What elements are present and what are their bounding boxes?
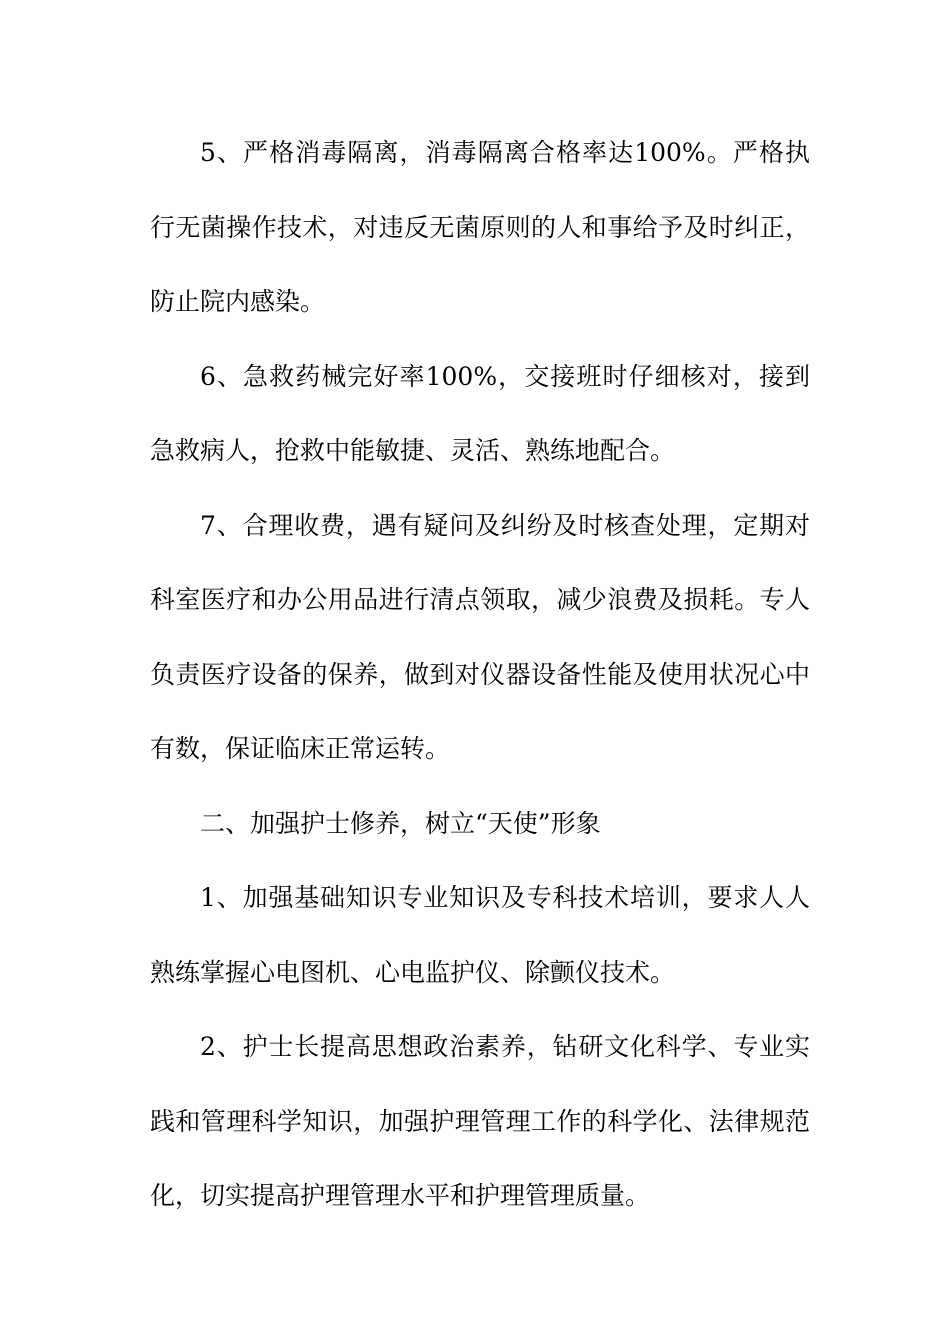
paragraph-disinfection: 5、严格消毒隔离，消毒隔离合格率达100%。严格执行无菌操作技术，对违反无菌原则的人和事给予及时纠正，防止院内感染。 xyxy=(150,138,810,316)
section-heading-nurse-cultivation: 二、加强护士修养，树立“天使”形象 xyxy=(200,808,601,838)
paragraph-charges-and-equipment: 7、合理收费，遇有疑问及纠纷及时核查处理，定期对科室医疗和办公用品进行清点领取，减少浪费及损耗。专人负责医疗设备的保养，做到对仪器设备性能及使用状况心中有数，保证临床正常运转。 xyxy=(150,510,810,763)
document-body xyxy=(150,116,810,1234)
paragraph-emergency-equipment: 6、急救药械完好率100%，交接班时仔细核对，接到急救病人，抢救中能敏捷、灵活、熟练地配合。 xyxy=(150,361,810,465)
paragraph-training: 1、加强基础知识专业知识及专科技术培训，要求人人熟练掌握心电图机、心电监护仪、除颤仪技术。 xyxy=(150,883,810,987)
paragraph-head-nurse: 2、护士长提高思想政治素养，钻研文化科学、专业实践和管理科学知识，加强护理管理工作的科学化、法律规范化，切实提高护理管理水平和护理管理质量。 xyxy=(150,1032,810,1210)
